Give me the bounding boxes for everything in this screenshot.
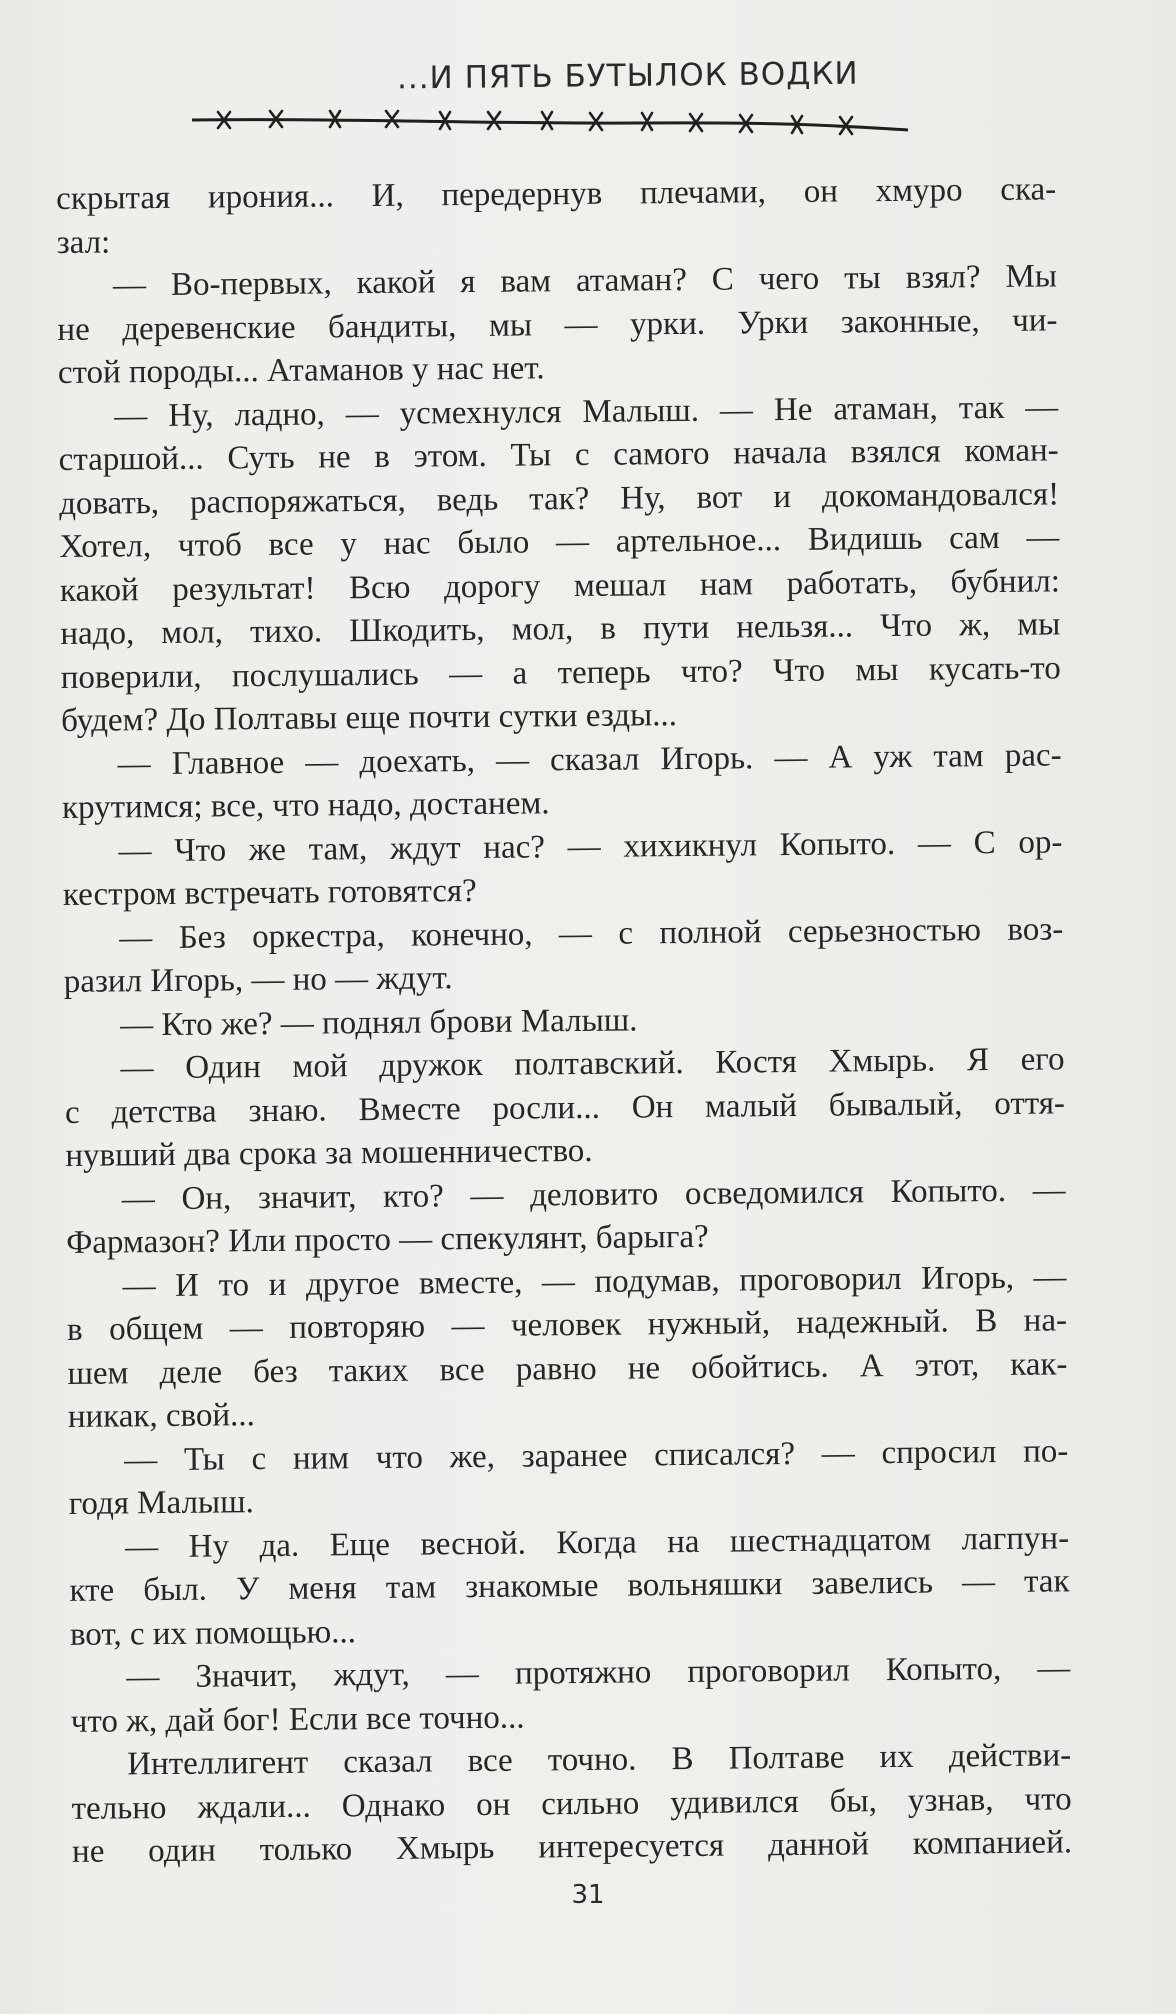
text-line: разил Игорь, — но — ждут. bbox=[63, 960, 453, 1000]
page-header bbox=[0, 55, 1176, 97]
text-line: — Значит, ждут, — протяжно проговорил Копыто, — bbox=[126, 1650, 1071, 1696]
text-line: — Он, значит, кто? — деловито осведомился Копыто. — bbox=[121, 1171, 1066, 1217]
text-line: — Во-первых, какой я вам атаман? С чего ты взял? Мы bbox=[112, 258, 1058, 304]
text-line: тельно ждали... Однако он сильно удивился бы, узнав, что bbox=[71, 1780, 1072, 1827]
text-line: нувший два срока за мошенничество. bbox=[65, 1132, 593, 1174]
text-line: шем деле без таких все равно не обойтись. А этот, как- bbox=[67, 1345, 1068, 1392]
text-line: годя Малыш. bbox=[68, 1484, 254, 1522]
text-line: — Главное — доехать, — сказал Игорь. — А уж там рас- bbox=[117, 736, 1062, 782]
text-line: что ж, дай бог! Если все точно... bbox=[70, 1699, 525, 1740]
text-line: — Кто же? — поднял брови Малыш. bbox=[119, 1001, 638, 1043]
text-line: Хотел, чтоб все у нас было — артельное... Видишь сам — bbox=[59, 519, 1060, 565]
text-line: — Ты с ним что же, заранее списался? — спросил по- bbox=[124, 1432, 1069, 1478]
text-line: зал: bbox=[56, 223, 111, 261]
text-line: не один только Хмырь интересуется данной компанией. bbox=[71, 1824, 1073, 1870]
text-line: довать, распоряжаться, ведь так? Ну, вот и докомандовался! bbox=[58, 475, 1060, 522]
text-line: надо, мол, тихо. Шкодить, мол, в пути нельзя... Что ж, мы bbox=[60, 606, 1061, 652]
text-line: Фармазон? Или просто — спекулянт, барыга? bbox=[66, 1218, 709, 1261]
text-line: — Без оркестра, конечно, — с полной серьезностью воз- bbox=[119, 910, 1064, 956]
running-head: ...И ПЯТЬ БУТЫЛОК ВОДКИ bbox=[397, 55, 859, 97]
page-number: 31 bbox=[571, 1880, 605, 1910]
text-line: никак, свой... bbox=[67, 1397, 256, 1435]
text-line: — Один мой дружок полтавский. Костя Хмырь. Я его bbox=[120, 1041, 1065, 1087]
text-line: — Ну да. Еще весной. Когда на шестнадцатом лагпун- bbox=[124, 1519, 1070, 1565]
text-line: не деревенские бандиты, мы — урки. Урки законные, чи- bbox=[57, 301, 1058, 348]
text-line: какой результат! Всю дорогу мешал нам работать, бубнил: bbox=[59, 562, 1061, 609]
text-line: Интеллигент сказал все точно. В Полтаве их действи- bbox=[127, 1737, 1072, 1783]
text-line: крутимся; все, что надо, достанем. bbox=[61, 785, 550, 826]
barbed-wire-divider-icon bbox=[190, 102, 910, 142]
text-line: — И то и другое вместе, — подумав, проговорил Игорь, — bbox=[122, 1258, 1067, 1304]
text-line: поверили, послушались — а теперь что? Что мы кусать-то bbox=[60, 649, 1061, 696]
text-line: старшой... Суть не в этом. Ты с самого начала взялся коман- bbox=[58, 432, 1059, 478]
text-line: вот, с их помощью... bbox=[69, 1613, 357, 1653]
body-text bbox=[56, 168, 1072, 1874]
text-line: — Что же там, ждут нас? — хихикнул Копыто. — С ор- bbox=[118, 823, 1063, 869]
text-line: кте был. У меня там знакомые вольняшки завелись — так bbox=[69, 1563, 1070, 1609]
text-line: с детства знаю. Вместе росли... Он малый бывалый, оття- bbox=[64, 1084, 1066, 1131]
text-line: — Ну, ладно, — усмехнулся Малыш. — Не атаман, так — bbox=[114, 388, 1059, 434]
text-line: будем? До Полтавы еще почти сутки езды... bbox=[61, 697, 678, 739]
text-line: скрытая ирония... И, передернув плечами, он хмуро ска- bbox=[56, 171, 1057, 217]
text-line: кестром встречать готовятся? bbox=[62, 872, 477, 913]
text-line: в общем — повторяю — человек нужный, надежный. В на- bbox=[66, 1302, 1068, 1348]
text-line: стой породы... Атаманов у нас нет. bbox=[57, 350, 545, 391]
